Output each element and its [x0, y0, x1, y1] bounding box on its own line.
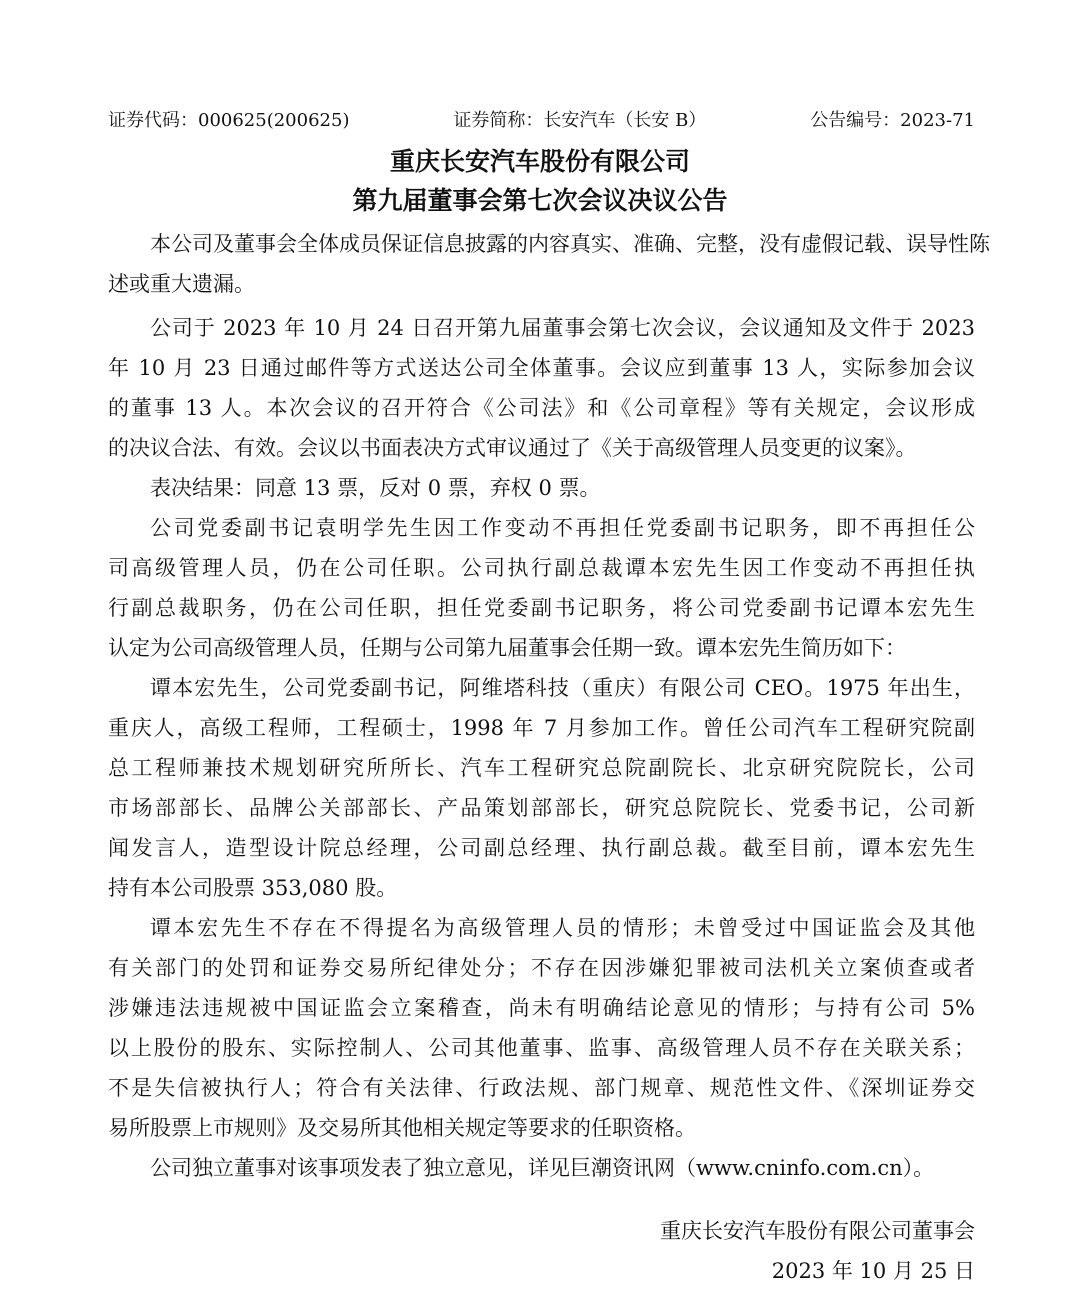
paragraph-line: 表决结果：同意 13 票，反对 0 票，弃权 0 票。 [150, 476, 601, 500]
paragraph-line: 司高级管理人员，仍在公司任职。公司执行副总裁谭本宏先生因工作变动不再担任执 [108, 556, 975, 580]
document-body [108, 224, 990, 1188]
paragraph-line: 总工程师兼技术规划研究所所长、汽车工程研究总院副院长、北京研究院院长，公司 [108, 756, 975, 780]
stock-code: 证券代码：000625(200625) [108, 110, 350, 131]
notice-number: 公告编号：2023-71 [810, 110, 975, 131]
notice-title: 第九届董事会第七次会议决议公告 [352, 186, 728, 215]
paragraph-line: 涉嫌违法违规被中国证监会立案稽查，尚未有明确结论意见的情形；与持有公司 5% [108, 996, 975, 1020]
paragraph [108, 224, 990, 304]
paragraph-line: 易所股票上市规则》及交易所其他相关规定等要求的任职资格。 [108, 1116, 696, 1140]
paragraph-line: 年 10 月 23 日通过邮件等方式送达公司全体董事。会议应到董事 13 人，实际参加会议 [108, 356, 975, 380]
paragraph-line: 公司独立董事对该事项发表了独立意见，详见巨潮资讯网（www.cninfo.com.cn）。 [150, 1156, 935, 1180]
signature-org: 重庆长安汽车股份有限公司董事会 [660, 1219, 975, 1243]
paragraph-line: 谭本宏先生，公司党委副书记，阿维塔科技（重庆）有限公司 CEO。1975 年出生， [150, 676, 975, 700]
paragraph-line: 谭本宏先生不存在不得提名为高级管理人员的情形；未曾受过中国证监会及其他 [150, 916, 975, 940]
paragraph-line: 本公司及董事会全体成员保证信息披露的内容真实、准确、完整，没有虚假记载、误导性陈 [150, 232, 990, 256]
signature-date: 2023 年 10 月 25 日 [771, 1259, 975, 1283]
paragraph-line: 重庆人，高级工程师，工程硕士，1998 年 7 月参加工作。曾任公司汽车工程研究院副 [108, 716, 975, 740]
paragraph-line: 以上股份的股东、实际控制人、公司其他董事、监事、高级管理人员不存在关联关系； [108, 1036, 975, 1060]
paragraph [108, 908, 975, 1148]
paragraph-line: 的董事 13 人。本次会议的召开符合《公司法》和《公司章程》等有关规定，会议形成 [108, 396, 975, 420]
paragraph-line: 持有本公司股票 353,080 股。 [108, 876, 398, 900]
paragraph-line: 不是失信被执行人；符合有关法律、行政法规、部门规章、规范性文件、《深圳证券交 [108, 1076, 975, 1100]
paragraph-line: 的决议合法、有效。会议以书面表决方式审议通过了《关于高级管理人员变更的议案》。 [108, 436, 917, 460]
paragraph-line: 公司党委副书记袁明学先生因工作变动不再担任党委副书记职务，即不再担任公 [150, 516, 975, 540]
paragraph [108, 308, 975, 468]
paragraph-line: 有关部门的处罚和证券交易所纪律处分；不存在因涉嫌犯罪被司法机关立案侦查或者 [108, 956, 975, 980]
paragraph [108, 508, 975, 668]
paragraph-line: 行副总裁职务，仍在公司任职，担任党委副书记职务，将公司党委副书记谭本宏先生 [108, 596, 975, 620]
stock-short-name: 证券简称：长安汽车（长安 B） [453, 110, 707, 131]
paragraph-line: 公司于 2023 年 10 月 24 日召开第九届董事会第七次会议，会议通知及文件于 2023 [150, 316, 975, 340]
paragraph-line: 市场部部长、品牌公关部部长、产品策划部部长，研究总院院长、党委书记，公司新 [108, 796, 975, 820]
paragraph-line: 述或重大遗漏。 [108, 272, 255, 296]
company-title: 重庆长安汽车股份有限公司 [389, 147, 690, 176]
document-header [108, 106, 975, 132]
paragraph [108, 468, 975, 508]
paragraph [108, 1148, 975, 1188]
paragraph-line: 认定为公司高级管理人员，任期与公司第九届董事会任期一致。谭本宏先生简历如下： [108, 636, 906, 660]
paragraph [108, 668, 975, 908]
paragraph-line: 闻发言人，造型设计院总经理，公司副总经理、执行副总裁。截至目前，谭本宏先生 [108, 836, 975, 860]
